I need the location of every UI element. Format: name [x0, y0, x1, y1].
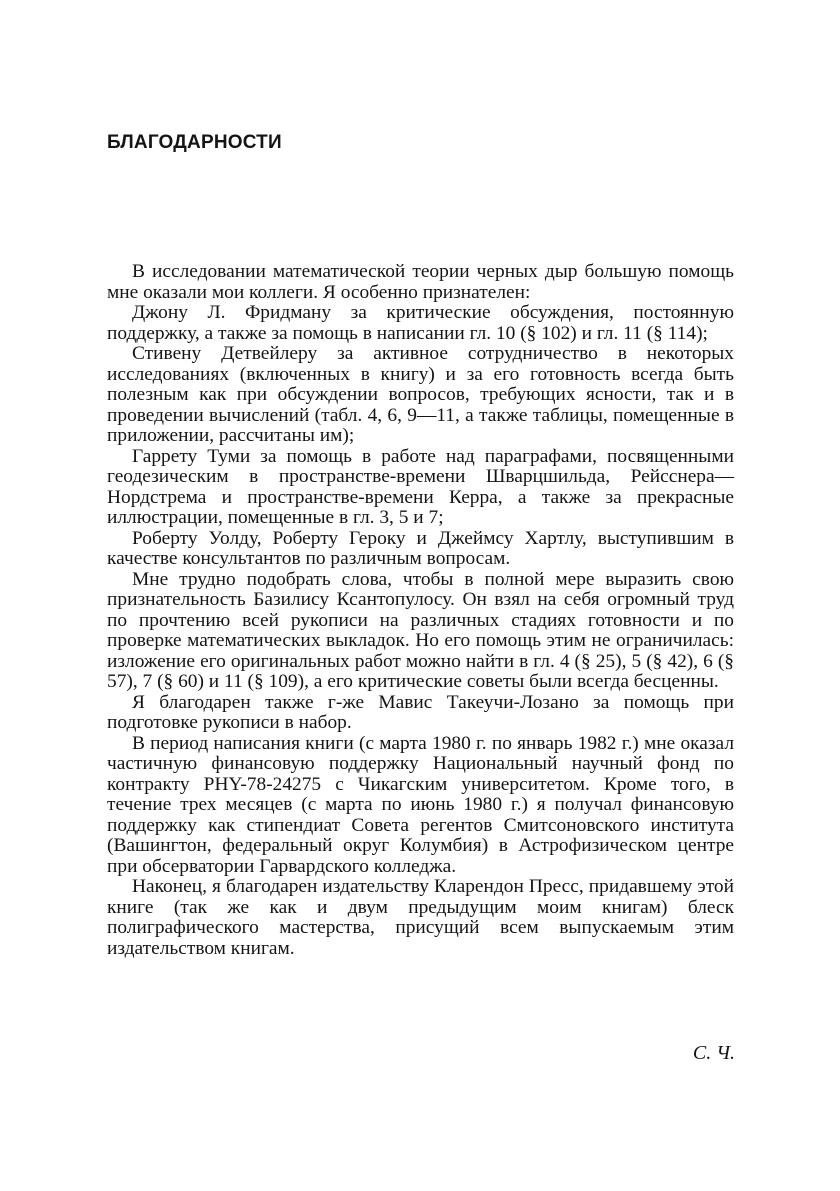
paragraph-toomey: Гаррету Туми за помощь в работе над параграфами, посвященными геодезическим в пространстве-времени Шварцшильда, Рейсснера—Нордстрема и пространстве-времени Керра, а также за прекрасные иллюстрации, помещенные в гл. 3, 5 и 7;: [107, 445, 734, 528]
paragraph-takeuchi: Я благодарен также г-же Мавис Такеучи-Лозано за помощь при подготовке рукописи в набор.: [107, 691, 734, 733]
paragraph-publisher: Наконец, я благодарен издательству Кларендон Пресс, придавшему этой книге (так же как и двум предыдущим моим книгам) блеск полиграфического мастерства, присущий всем выпускаемым этим издательством книгам.: [107, 876, 734, 959]
author-signature: С. Ч.: [692, 1042, 735, 1064]
paragraph-funding: В период написания книги (с марта 1980 г. по январь 1982 г.) мне оказал частичную финансовую поддержку Национальный научный фонд по контракту PHY-78-24275 с Чикагским университетом. Кроме того, в течение трех месяцев (с марта по июнь 1980 г.) я получал финансовую поддержку как стипендиат Совета регентов Смитсоновского института (Вашингтон, федеральный округ Колумбия) в Астрофизическом центре при обсерватории Гарвардского колледжа.: [107, 732, 734, 877]
paragraph-xanthopoulos: Мне трудно подобрать слова, чтобы в полной мере выразить свою признательность Базилису Ксантопулосу. Он взял на себя огромный труд по прочтению всей рукописи на различных стадиях готовности и по проверке математических выкладок. Но его помощь этим не ограничилась: изложение его оригинальных работ можно найти в гл. 4 (§ 25), 5 (§ 42), 6 (§ 57), 7 (§ 60) и 11 (§ 109), а его критические советы были всегда бесценны.: [107, 568, 734, 692]
paragraph-friedman: Джону Л. Фридману за критические обсуждения, постоянную поддержку, а также за помощь в написании гл. 10 (§ 102) и гл. 11 (§ 114);: [107, 302, 734, 344]
page-title: БЛАГОДАРНОСТИ: [107, 132, 282, 153]
paragraph-detweiler: Стивену Детвейлеру за активное сотрудничество в некоторых исследованиях (включенных в книгу) и за его готовность всегда быть полезным как при обсуждении вопросов, требующих ясности, так и в проведении вычислений (табл. 4, 6, 9—11, а также таблицы, помещенные в приложении, рассчитаны им);: [107, 343, 734, 446]
paragraph-intro: В исследовании математической теории черных дыр большую помощь мне оказали мои коллеги. Я особенно признателен:: [107, 261, 734, 303]
acknowledgements-text: [107, 262, 734, 959]
paragraph-consultants: Роберту Уолду, Роберту Героку и Джеймсу Хартлу, выступившим в качестве консультантов по различным вопросам.: [107, 527, 734, 569]
